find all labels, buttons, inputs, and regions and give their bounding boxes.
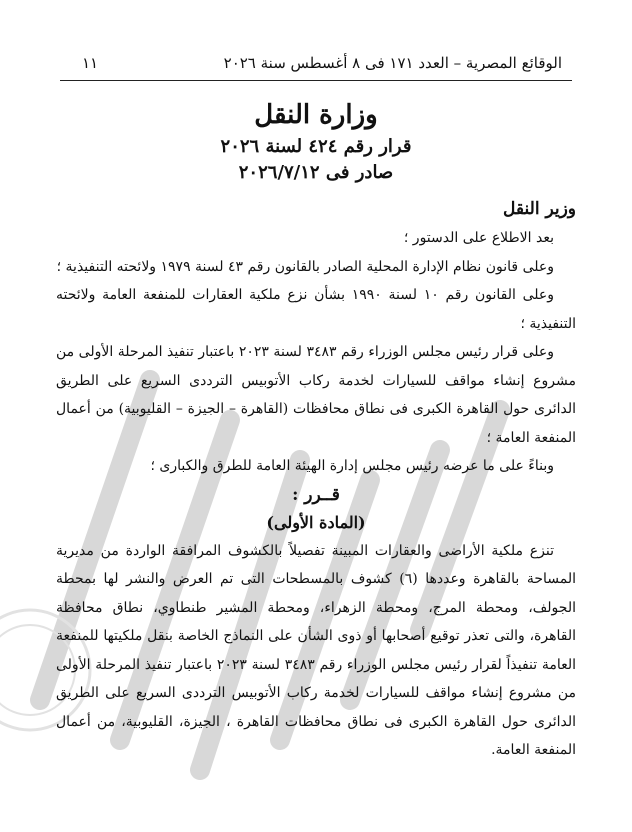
minister-heading: وزير النقل — [503, 199, 576, 219]
article-heading: (المادة الأولى) — [266, 512, 366, 532]
preamble-clause: وعلى قرار رئيس مجلس الوزراء رقم ٣٤٨٣ لسنة ٢٠٢٣ باعتبار تنفيذ المرحلة الأولى من مشروع إنشاء مواقف للسيارات لخدمة ركاب الأتوبيس الترددى السريع على الطريق الدائرى حول القاهرة الكبرى فى نطاق محافظات (القاهرة – الجيزة – القليوبية) من أعمال المنفعة العامة ؛ — [56, 344, 576, 446]
article-text: تنزع ملكية الأراضى والعقارات المبينة تفصيلاً بالكشوف المرافقة الواردة من مديرية المساحة بالقاهرة وعددها (٦) كشوف بالمسطحات التى تم العرض والنشر لها بمحطة الجولف، ومحطة المرج، ومحطة الزهراء، ومحطة المشير طنطاوي، نطاق محافظة القاهرة، والتى تعذر توقيع أصحابها أو ذوى الشأن على النماذج الخاصة بنقل ملكيتها للمنفعة العامة تنفيذاً لقرار رئيس مجلس الوزراء رقم ٣٤٨٣ لسنة ٢٠٢٣ باعتبار تنفيذ المرحلة الأولى من مشروع إنشاء مواقف للسيارات لخدمة ركاب الأتوبيس الترددى السريع على الطريق الدائرى حول القاهرة الكبرى فى نطاق محافظات القاهرة ، الجيزة، القليوبية، من أعمال المنفعة العامة. — [56, 542, 577, 758]
header-rule — [60, 80, 572, 81]
page-header — [70, 52, 562, 78]
decree-body — [56, 194, 576, 765]
running-title: الوقائع المصرية – العدد ١٧١ فى ٨ أغسطس سنة ٢٠٢٦ — [223, 54, 562, 72]
preamble-clause: بعد الاطلاع على الدستور ؛ — [403, 230, 554, 246]
ministry-title: وزارة النقل — [254, 100, 378, 130]
decree-number: قرار رقم ٤٢٤ لسنة ٢٠٢٦ — [220, 136, 412, 157]
preamble-clause: وعلى القانون رقم ١٠ لسنة ١٩٩٠ بشأن نزع ملكية العقارات للمنفعة العامة ولائحته التنفيذية ؛ — [56, 287, 576, 332]
preamble-clause: وبناءً على ما عرضه رئيس مجلس إدارة الهيئة العامة للطرق والكبارى ؛ — [150, 458, 554, 474]
decided-heading: قــرر : — [292, 484, 340, 505]
preamble-clause: وعلى قانون نظام الإدارة المحلية الصادر بالقانون رقم ٤٣ لسنة ١٩٧٩ ولائحته التنفيذية ؛ — [56, 258, 554, 275]
title-block — [60, 96, 572, 186]
page-number: ١١ — [82, 54, 99, 72]
issued-date: صادر فى ٢٠٢٦/٧/١٢ — [238, 162, 394, 183]
